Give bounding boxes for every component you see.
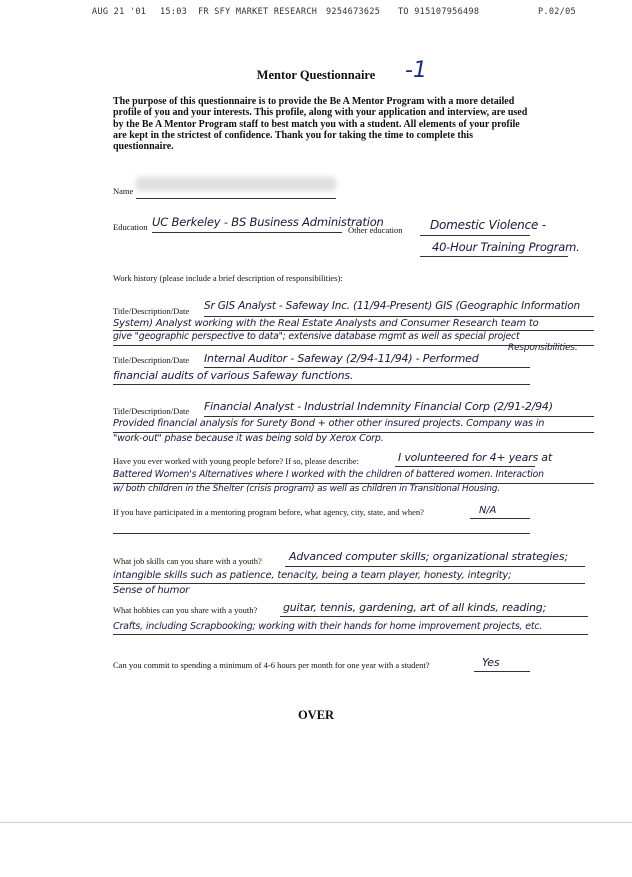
young-people-answer-line1: I volunteered for 4+ years at: [398, 451, 552, 464]
work-entry2-line1: Internal Auditor - Safeway (2/94-11/94) - Performed: [204, 352, 479, 365]
mentoring-answer: N/A: [479, 505, 497, 516]
over-footer: OVER: [297, 708, 335, 722]
work-entry1-line2: System) Analyst working with the Real Estate Analysts and Consumer Research team to: [113, 318, 539, 329]
work-entry1-rule1: [204, 316, 594, 317]
work-entry1-line3: give "geographic perspective to data"; extensive database mgmt as well as special project: [113, 331, 520, 342]
education-line: [152, 232, 342, 233]
young-people-answer-line3: w/ both children in the Shelter (crisis program) as well as children in Transitional Housing.: [113, 484, 500, 494]
redacted-name: [136, 177, 336, 191]
job-skills-answer-line2: intangible skills such as patience, tenacity, being a team player, honesty, integrity;: [113, 570, 512, 581]
work-entry1-line4: Responsibilities.: [508, 343, 578, 353]
education-value: UC Berkeley - BS Business Administration: [152, 215, 384, 229]
job-skills-rule1: [285, 566, 585, 567]
work-entry1-label: Title/Description/Date: [113, 306, 190, 316]
work-entry1-rule3: [113, 345, 594, 346]
work-entry3-line2: Provided financial analysis for Surety Bond + other other insured projects. Company was in: [113, 418, 545, 429]
work-entry3-rule1: [204, 416, 594, 417]
job-skills-label: What job skills can you share with a youth?: [113, 556, 262, 566]
mentoring-rule1: [470, 518, 530, 519]
young-people-answer-line2: Battered Women's Alternatives where I worked with the children of battered women. Interaction: [113, 469, 544, 480]
page-bottom-edge: [0, 822, 632, 823]
page-title: Mentor Questionnaire: [256, 68, 376, 82]
work-entry3-label: Title/Description/Date: [113, 406, 190, 416]
job-skills-answer-line1: Advanced computer skills; organizational strategies;: [289, 550, 568, 563]
fax-to: TO 915107956498: [398, 7, 480, 17]
hobbies-answer-line1: guitar, tennis, gardening, art of all kinds, reading;: [283, 601, 547, 614]
hobbies-label: What hobbies can you share with a youth?: [113, 605, 258, 615]
work-entry3-line1: Financial Analyst - Industrial Indemnity Financial Corp (2/91-2/94): [204, 400, 553, 413]
work-entry2-rule1: [204, 367, 530, 368]
work-entry1-rule2: [113, 330, 594, 331]
mentoring-rule2: [113, 533, 530, 534]
work-history-label: Work history (please include a brief description of responsibilities):: [113, 273, 343, 283]
fax-date: AUG 21 '01: [92, 7, 147, 17]
work-entry1-line1: Sr GIS Analyst - Safeway Inc. (11/94-Present) GIS (Geographic Information: [204, 300, 580, 312]
hobbies-answer-line2: Crafts, including Scrapbooking; working with their hands for home improvement projects, etc.: [113, 621, 543, 632]
fax-from-number: 9254673625: [326, 7, 381, 17]
work-entry2-line2: financial audits of various Safeway functions.: [113, 369, 354, 382]
name-line: [136, 198, 336, 199]
title-handwritten-mark: -1: [405, 58, 427, 83]
young-people-rule2: [113, 483, 594, 484]
commit-answer: Yes: [482, 656, 500, 669]
commit-rule: [474, 671, 530, 672]
other-education-line-2: [420, 256, 568, 257]
name-label: Name: [113, 186, 134, 196]
fax-page: P.02/05: [538, 7, 576, 17]
work-entry3-line3: "work-out" phase because it was being sold by Xerox Corp.: [113, 433, 384, 444]
other-education-label: Other education: [348, 225, 403, 235]
hobbies-rule2: [113, 634, 588, 635]
job-skills-answer-line3: Sense of humor: [113, 585, 190, 596]
young-people-label: Have you ever worked with young people before? If so, please describe:: [113, 456, 359, 466]
fax-header: [92, 7, 592, 17]
fax-from: FR SFY MARKET RESEARCH: [198, 7, 318, 17]
job-skills-rule2: [113, 583, 585, 584]
education-label: Education: [113, 222, 148, 232]
work-entry3-rule2: [113, 432, 594, 433]
commit-label: Can you commit to spending a minimum of 4-6 hours per month for one year with a student?: [113, 660, 430, 670]
mentoring-label: If you have participated in a mentoring program before, what agency, city, state, and when?: [113, 507, 424, 517]
other-education-line-1: [420, 235, 530, 236]
intro-paragraph: The purpose of this questionnaire is to provide the Be A Mentor Program with a more detailed profile of you and your interests. This profile, along with your application and interview, are used by the Be A Mentor Program staff to best match you with a student. All elements of your profile are kept in the strictest of confidence. Thank you for taking the time to complete this questionnaire.: [113, 96, 528, 153]
other-education-value-1: Domestic Violence -: [430, 218, 546, 232]
work-entry2-rule2: [113, 384, 530, 385]
young-people-rule1: [395, 466, 535, 467]
other-education-value-2: 40-Hour Training Program.: [432, 240, 580, 254]
hobbies-rule1: [280, 616, 588, 617]
fax-time: 15:03: [160, 7, 188, 17]
work-entry2-label: Title/Description/Date: [113, 355, 190, 365]
